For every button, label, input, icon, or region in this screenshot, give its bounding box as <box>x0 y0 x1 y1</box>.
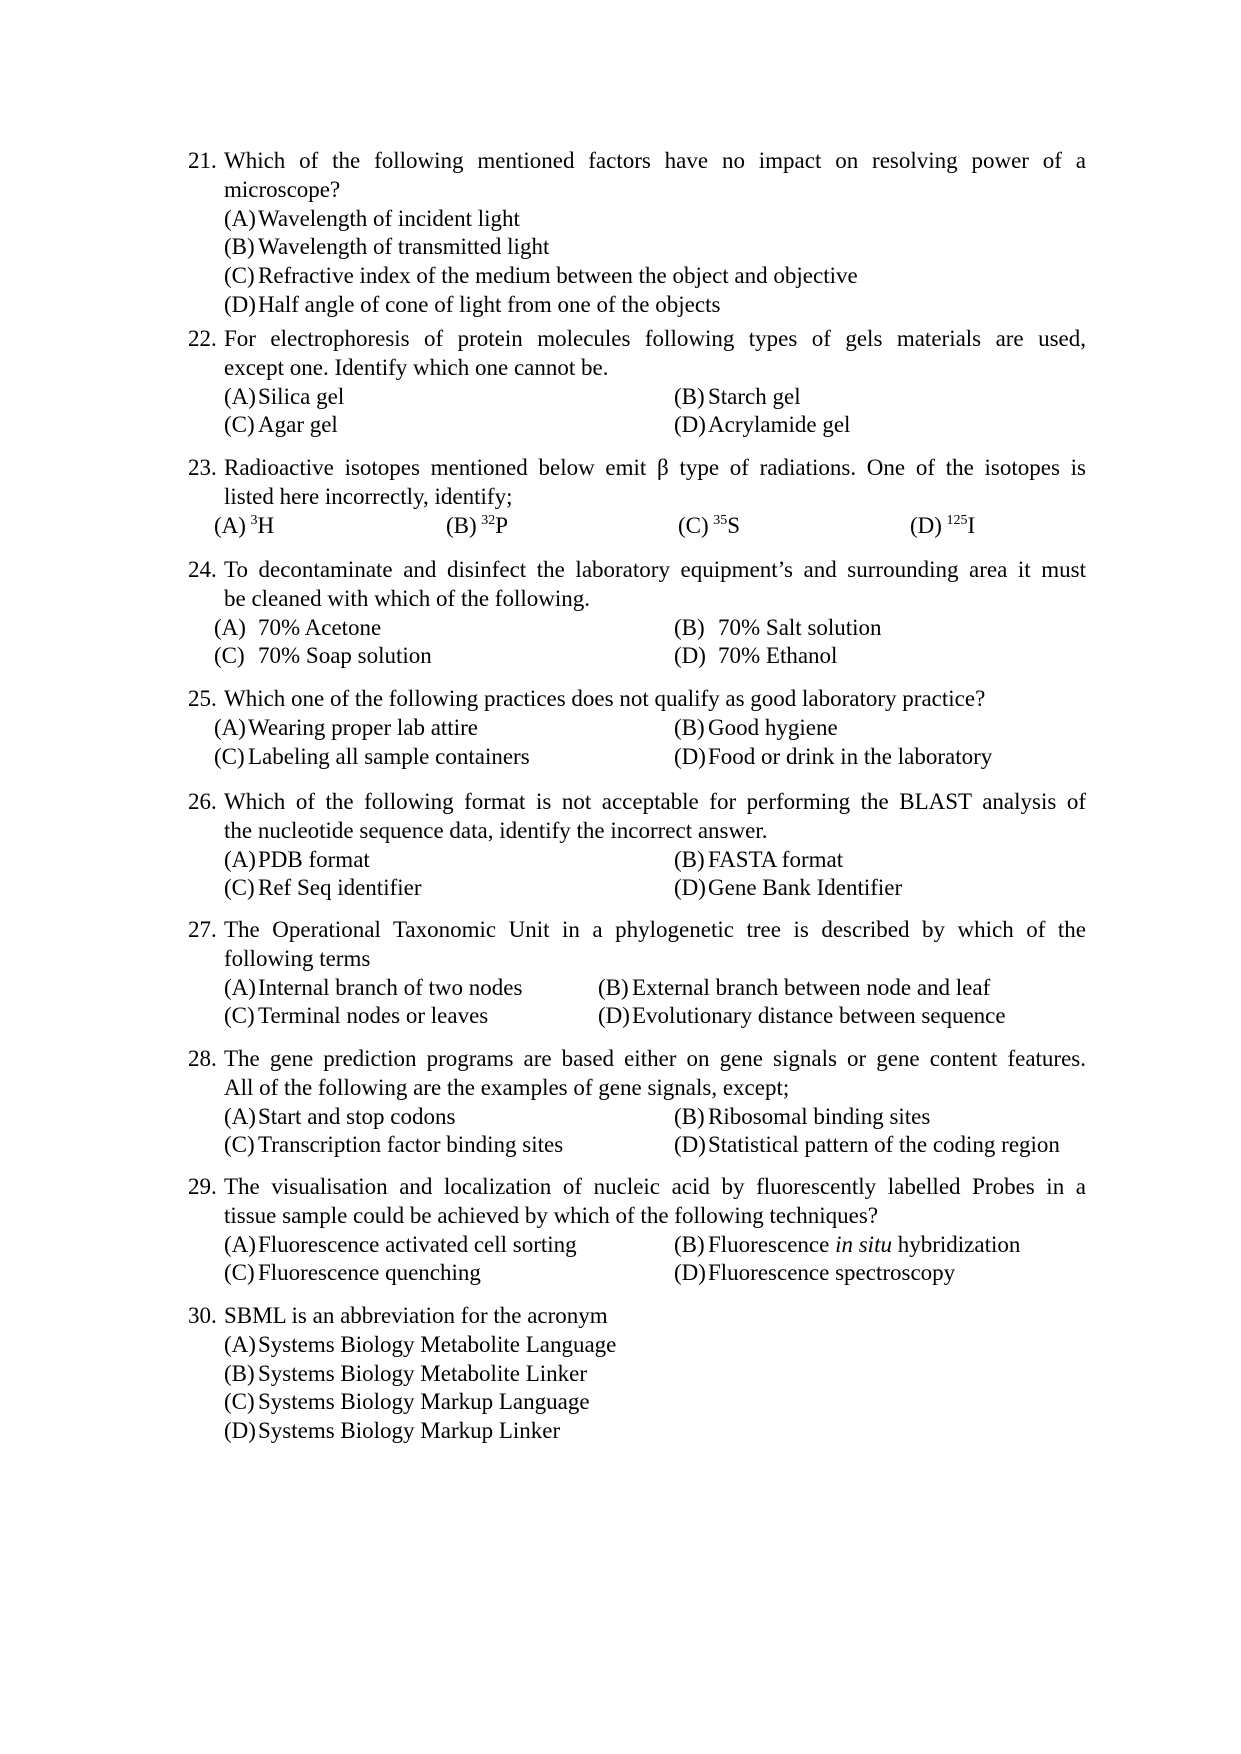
question-number: 29. <box>188 1174 217 1199</box>
question-stem: To decontaminate and disinfect the laboratory equipment’s and surrounding area it must <box>224 557 1086 582</box>
question-number: 25. <box>188 686 217 711</box>
question-30 <box>188 1302 1086 1446</box>
option-c[interactable]: (C) Labeling all sample containers <box>214 743 530 769</box>
option-d[interactable]: (D)Statistical pattern of the coding region <box>674 1132 1060 1158</box>
option-b[interactable]: (B) Systems Biology Metabolite Linker <box>224 1360 587 1386</box>
question-stem: The gene prediction programs are based either on gene signals or gene content features. <box>224 1046 1086 1071</box>
question-stem-continuation: microscope? <box>224 176 341 202</box>
question-stem: Radioactive isotopes mentioned below emit β type of radiations. One of the isotopes is <box>224 455 1086 480</box>
option-c[interactable]: (C) Refractive index of the medium between the object and objective <box>224 263 858 289</box>
options-list <box>188 846 1086 904</box>
question-stem: The visualisation and localization of nucleic acid by fluorescently labelled Probes in a <box>224 1174 1086 1199</box>
option-a[interactable]: (A)Fluorescence activated cell sorting <box>224 1231 577 1257</box>
option-c[interactable]: (C) Fluorescence quenching <box>224 1260 481 1286</box>
question-stem-continuation: be cleaned with which of the following. <box>224 585 590 611</box>
question-number: 26. <box>188 789 217 814</box>
options-list <box>188 205 1086 320</box>
option-c[interactable]: (C) Agar gel <box>224 412 338 438</box>
option-b[interactable]: (B) Fluorescence in situ hybridization <box>674 1231 1021 1257</box>
option-d[interactable]: (D)Gene Bank Identifier <box>674 875 903 901</box>
question-number: 24. <box>188 557 217 582</box>
option-a[interactable]: (A)Silica gel <box>224 383 345 409</box>
question-stem-continuation: All of the following are the examples of gene signals, except; <box>224 1074 790 1100</box>
option-b[interactable]: (B) FASTA format <box>674 846 844 872</box>
option-a[interactable]: (A) $^3$H <box>214 512 275 538</box>
question-stem: Which one of the following practices does not qualify as good laboratory practice? <box>224 686 986 711</box>
option-d[interactable]: (D)Systems Biology Markup Linker <box>224 1418 561 1444</box>
options-list <box>188 1231 1086 1289</box>
question-stem-continuation: except one. Identify which one cannot be. <box>224 354 609 380</box>
question-number: 28. <box>188 1046 217 1071</box>
options-list <box>188 512 1086 541</box>
question-stem: For electrophoresis of protein molecules following types of gels materials are used, <box>224 326 1086 351</box>
options-list <box>188 383 1086 441</box>
question-number: 21. <box>188 148 217 173</box>
question-25 <box>188 685 1086 771</box>
option-d[interactable]: (D)Evolutionary distance between sequence <box>598 1003 1006 1029</box>
option-d[interactable]: (D)Food or drink in the laboratory <box>674 743 993 769</box>
option-c[interactable]: (C) $^{35}$S <box>678 512 741 538</box>
question-21 <box>188 147 1086 320</box>
option-d[interactable]: (D)Fluorescence spectroscopy <box>674 1260 956 1286</box>
option-c[interactable]: (C) 70% Soap solution <box>214 643 432 669</box>
option-d[interactable]: (D) 70% Ethanol <box>674 643 838 669</box>
options-list <box>188 714 1086 772</box>
option-a[interactable]: (A) 70% Acetone <box>214 614 382 640</box>
option-b[interactable]: (B) $^{32}$P <box>446 512 509 538</box>
question-27 <box>188 916 1086 1031</box>
options-list <box>188 974 1086 1032</box>
question-stem-continuation: following terms <box>224 945 371 971</box>
option-c[interactable]: (C) Ref Seq identifier <box>224 875 422 901</box>
option-b[interactable]: (B) External branch between node and leaf <box>598 974 991 1000</box>
option-b[interactable]: (B) Ribosomal binding sites <box>674 1103 931 1129</box>
question-stem: Which of the following mentioned factors have no impact on resolving power of a <box>224 148 1086 173</box>
option-d[interactable]: (D) $^{125}$I <box>910 512 976 538</box>
option-c[interactable]: (C) Systems Biology Markup Language <box>224 1389 590 1415</box>
question-29 <box>188 1173 1086 1288</box>
option-a[interactable]: (A)PDB format <box>224 846 370 872</box>
question-stem: Which of the following format is not acceptable for performing the BLAST analysis of <box>224 789 1086 814</box>
question-28 <box>188 1045 1086 1160</box>
question-stem-continuation: listed here incorrectly, identify; <box>224 483 513 509</box>
options-list <box>188 614 1086 672</box>
option-b[interactable]: (B) Good hygiene <box>674 714 838 740</box>
question-number: 30. <box>188 1303 217 1328</box>
question-number: 27. <box>188 917 217 942</box>
question-26 <box>188 788 1086 903</box>
option-d[interactable]: (D)Acrylamide gel <box>674 412 851 438</box>
question-22 <box>188 325 1086 440</box>
question-number: 22. <box>188 326 217 351</box>
question-stem: The Operational Taxonomic Unit in a phylogenetic tree is described by which of the <box>224 917 1086 942</box>
option-a[interactable]: (A)Systems Biology Metabolite Language <box>224 1331 617 1357</box>
option-c[interactable]: (C) Transcription factor binding sites <box>224 1132 564 1158</box>
question-number: 23. <box>188 455 217 480</box>
question-24 <box>188 556 1086 671</box>
question-stem-continuation: the nucleotide sequence data, identify the incorrect answer. <box>224 817 768 843</box>
options-list <box>188 1331 1086 1446</box>
option-b[interactable]: (B) Wavelength of transmitted light <box>224 234 550 260</box>
option-b[interactable]: (B) Starch gel <box>674 383 801 409</box>
options-list <box>188 1103 1086 1161</box>
question-23 <box>188 454 1086 540</box>
option-b[interactable]: (B) 70% Salt solution <box>674 614 882 640</box>
question-stem-continuation: tissue sample could be achieved by which of the following techniques? <box>224 1202 879 1228</box>
option-a[interactable]: (A)Internal branch of two nodes <box>224 974 523 1000</box>
question-stem: SBML is an abbreviation for the acronym <box>224 1303 608 1328</box>
option-c[interactable]: (C) Terminal nodes or leaves <box>224 1003 489 1029</box>
option-a[interactable]: (A)Wavelength of incident light <box>224 205 520 231</box>
option-a[interactable]: (A)Wearing proper lab attire <box>214 714 478 740</box>
option-d[interactable]: (D)Half angle of cone of light from one of the objects <box>224 291 721 317</box>
option-a[interactable]: (A)Start and stop codons <box>224 1103 456 1129</box>
